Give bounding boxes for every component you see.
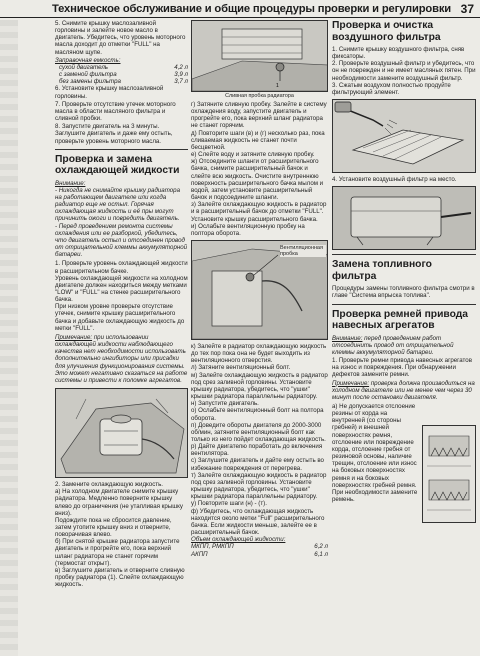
fuel-filter-title: Замена топливного фильтра [332, 259, 432, 282]
air-filter-title: Проверка и очистка воздушного фильтра [332, 20, 441, 43]
drain-plug-caption: Сливная пробка радиатора [225, 93, 294, 99]
fill-row-with-filter: с заменой фильтра 3,9 л [59, 71, 188, 79]
belt-warning: Внимание: перед проведением работ отсоединить провод от отрицательной клеммы аккумуляторной батареи. [332, 334, 454, 356]
step-7: 7. Проверьте отсутствие утечек моторного масла в области масляного фильтра и сливной пробки. [55, 100, 176, 123]
expansion-tank-figure [55, 388, 188, 478]
belt-remark: Примечание: проверка должна производиться на холодном двигателе или не менее чем через 30 минут после остановки двигателя. [332, 379, 475, 401]
fill-row-no-filter: без замены фильтра 3,7 л [59, 78, 188, 86]
fill-row-dry: сухой двигатель 4,2 л [59, 63, 188, 71]
page-number: 37 [457, 2, 480, 16]
coolant-warning-text: - Никогда не снимайте крышку радиатора на работающем двигателе или когда радиатор еще не остыл. Горячая охлаждающая жидкость и её пры могут причинить ожоги и повредить двигатель. - Перед проведением ремонта системы охлаждения или ее разборкой, убедитесь, что двигатель остыл и отсоединен провод от отрицательной клеммы аккумуляторной батареи. [55, 186, 188, 259]
air-filter-step-4: 4. Установите воздушный фильтр на место. [332, 176, 457, 184]
coolant-steps-k-to-f: к) Залейте в радиатор охлаждающую жидкость до тех пор пока она не будет выходить из вентиляционного отверстия. л) Затяните вентиляционный болт. м) Залейте охлаждающую жидкость в радиатор под срез заливной горловины. Установите крышку радиатора, убедитесь, что "ушки" крышки радиатора параллельны радиатору. н) Запустите двигатель. о) Ослабьте вентиляционный болт на полтора оборота. п) Доведите обороты двигателя до 2000-3000 об/мин, затяните вентиляционный болт как только из него пойдет охлаждающая жидкость. р) Дайте двигателю поработать до включения вентилятора. с) Заглушите двигатель и дайте ему остыть во избежание повреждения от перегрева. т) Залейте охлаждающую жидкость в радиатор под срез заливной горловины. Установите крышку радиатора, убедитесь, что "ушки" крышки радиатора параллельны радиатору. у) Повторите шаги (н) - (т). ф) Убедитесь, что охлаждающая жидкость находится около метки "Full" расширительного бачка. Если жидкости меньше, залейте ее в расширительный бачок. [191, 342, 328, 537]
volume-row-manual: МКПП, РМКПП 6,2 л [191, 543, 328, 551]
belt-step-a: а) Не допускается отслоение резины от корда на внутренней (со стороны гребней) и внешней поверхностях ремня, отслоение или повреждение корда, отслоение гребня от резиновой основы, наличие трещин, отслоение или износ на боковых поверхностях ремня и на боковых поверхностях гребней ремня. При необходимости замените ремень. [332, 402, 418, 503]
coolant-remark: Примечание: при использовании охлаждающей жидкости наблюдающего качества нет необходимости использовать дополнительно ингибиторы или присадки для улучшения функционирования системы. Это может негативно сказаться на работе системы и привести к поломке агрегатов. [55, 333, 188, 384]
page-header [0, 0, 480, 18]
filter-housing-figure [332, 186, 476, 250]
coolant-step-2: 2. Замените охлаждающую жидкость. а) На холодном двигателе снимите крышку радиатора. Медленно поверните крышку влево до ограничения (не утапливая крышку вниз). Подождите пока не сбросится давление, затем утопите крышку вниз и отверните, поворачивая влево. б) При снятой крышке радиатора запустите двигатель и прогрейте его, пока верхний шланг радиатора не станет горячим (термостат открыт). в) Заглушите двигатель и отверните сливную пробку радиатора (1). Слейте охлаждающую жидкость. [55, 481, 185, 589]
coolant-warning-label: Внимание: [55, 179, 86, 187]
fuel-filter-text: Процедуры замены топливного фильтра смотри в главе "Система впрыска топлива". [332, 285, 475, 300]
vent-plug-label: Вентиляционная пробка [280, 245, 326, 257]
step-6: 6. Установите крышку маслозаливной горловины. [55, 85, 164, 100]
fill-capacity-heading: Заправочная емкость: [55, 56, 121, 64]
air-filter-steps: 1. Снимите крышку воздушного фильтра, сняв фиксаторы. 2. Проверьте воздушный фильтр и убедитесь, что он не поврежден и не имеет масляных пятен. При необходимости замените воздушный фильтр. 3. Сжатым воздухом полностью продуйте фильтрующий элемент. [332, 46, 476, 96]
expansion-tank-drawing [56, 389, 188, 477]
step-5: 5. Снимите крышку маслозаливной горловины и залейте новое масло в двигатель. Убедитесь, что уровень моторного масла доходит до отметки "FULL" на масляном щупе. [55, 20, 186, 56]
air-filter-drawing [333, 100, 476, 172]
belt-step-1: 1. Проверьте ремни привода навесных агрегатов на износ и повреждения. При обнаружении дефектов замените ремни. [332, 357, 472, 379]
coolant-steps-g-to-i: г) Затяните сливную пробку. Залейте в систему охлаждения воду, запустите двигатель и прогрейте его, пока верхний шланг радиатора не станет горячим. д) Повторите шаги (в) и (г) несколько раз, пока сливаемая жидкость не станет почти бесцветной. е) Слейте воду и затяните сливную пробку. ж) Отсоедините шланги от расширительного бачка, снимите расширительный бачок и слейте всю жидкость. Очистите внутреннюю поверхность расширительного бачка мылом и водой, затем установите расширительный бачок и подсоедините шланги. з) Залейте охлаждающую жидкость в радиатор и в расширительный бачок до отметки "FULL". Установите крышку расширительного бачка. и) Ослабьте вентиляционную пробку на полтора оборота. [191, 101, 327, 237]
air-filter-figure [332, 99, 476, 173]
belt-drawing [423, 426, 475, 522]
coolant-section-title: Проверка и замена охлаждающей жидкости [55, 153, 180, 177]
volume-row-auto: АКПП 6,1 л [191, 550, 328, 558]
coolant-volume-heading: Объем охлаждающей жидкости: [191, 536, 286, 544]
binding-shadow [0, 20, 18, 656]
vent-plug-figure [191, 240, 328, 340]
belt-check-title: Проверка ремней привода навесных агрегатов [332, 308, 469, 332]
coolant-step-1: 1. Проверьте уровень охлаждающей жидкости в расширительном бачке. Уровень охлаждающей жидкости на холодном двигателе должен находиться между метками "LOW" и "FULL" на стенке расширительного бачка. При низком уровне проверьте отсутствие утечек, снимите крышку расширительного бачка и добавьте охлаждающую жидкость до метки "FULL". [55, 260, 188, 332]
belt-figure [422, 425, 476, 523]
column-middle [191, 20, 328, 558]
step-8: 8. Запустите двигатель на 3 минуты. Заглушите двигатель и даже ему остыть, проверьте уровень моторного масла. [55, 123, 173, 145]
radiator-drain-drawing [192, 21, 328, 91]
callout-1: 1 [276, 83, 279, 89]
column-right [332, 20, 476, 523]
filter-housing-drawing [333, 187, 476, 249]
column-left [55, 20, 188, 588]
page-title: Техническое обслуживание и общие процедуры проверки и регулировки [52, 2, 452, 15]
drain-plug-figure [191, 20, 328, 92]
